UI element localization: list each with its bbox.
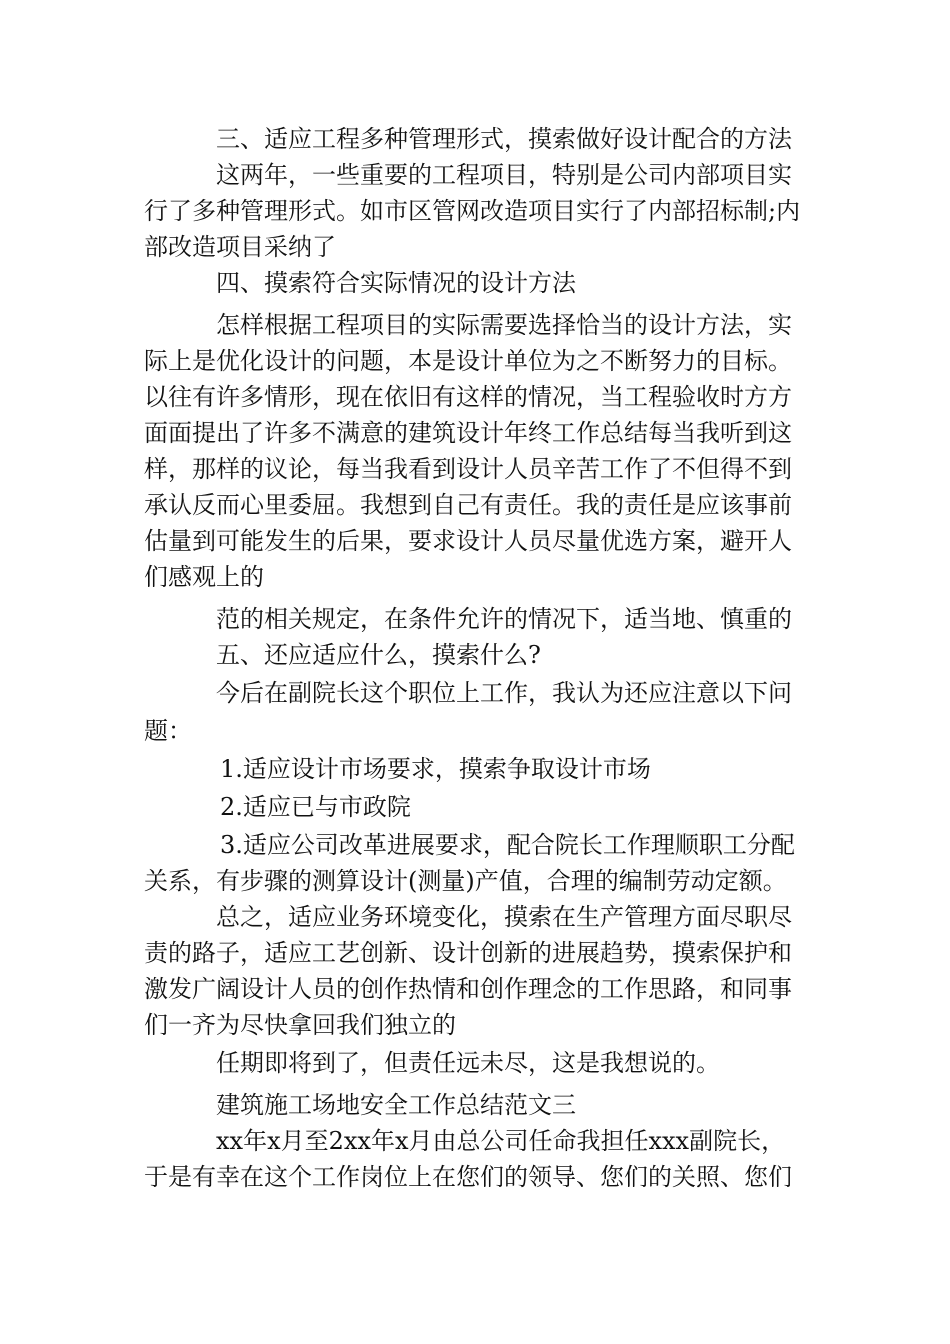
paragraph-line: 这两年，一些重要的工程项目，特别是公司内部项目实 [216,161,792,189]
heading-article-title: 建筑施工场地安全工作总结范文三 [216,1091,576,1119]
paragraph-line: 部改造项目采纳了 [144,233,336,261]
paragraph-line: 责的路子，适应工艺创新、设计创新的进展趋势，摸索保护和 [144,939,792,967]
paragraph-line: 们感观上的 [144,563,264,591]
paragraph-line: 估量到可能发生的后果，要求设计人员尽量优选方案，避开人 [144,527,792,555]
paragraph-line: 激发广阔设计人员的创作热情和创作理念的工作思路，和同事 [144,975,792,1003]
paragraph-line: 行了多种管理形式。如市区管网改造项目实行了内部招标制;内 [144,197,801,225]
paragraph-line: 今后在副院长这个职位上工作，我认为还应注意以下问 [216,679,792,707]
paragraph-line: xx年x月至2xx年x月由总公司任命我担任xxx副院长， [216,1127,786,1155]
paragraph-line: 怎样根据工程项目的实际需要选择恰当的设计方法，实 [216,311,792,339]
paragraph-line: 任期即将到了，但责任远未尽，这是我想说的。 [216,1049,720,1077]
heading-section-3: 三、适应工程多种管理形式，摸索做好设计配合的方法 [216,125,792,153]
list-item: 3.适应公司改革进展要求，配合院长工作理顺职工分配 [220,831,795,859]
paragraph-line: 们一齐为尽快拿回我们独立的 [144,1011,456,1039]
list-item: 1.适应设计市场要求，摸索争取设计市场 [220,755,651,783]
heading-section-4: 四、摸索符合实际情况的设计方法 [216,269,576,297]
paragraph-line: 关系，有步骤的测算设计(测量)产值，合理的编制劳动定额。 [144,867,787,895]
list-item: 2.适应已与市政院 [220,793,411,821]
paragraph-line: 际上是优化设计的问题，本是设计单位为之不断努力的目标。 [144,347,792,375]
paragraph-line: 于是有幸在这个工作岗位上在您们的领导、您们的关照、您们 [144,1163,792,1191]
paragraph-line: 范的相关规定，在条件允许的情况下，适当地、慎重的 [216,605,792,633]
paragraph-line: 以往有许多情形，现在依旧有这样的情况，当工程验收时方方 [144,383,792,411]
heading-section-5: 五、还应适应什么，摸索什么? [216,641,541,669]
paragraph-line: 总之，适应业务环境变化，摸索在生产管理方面尽职尽 [216,903,792,931]
paragraph-line: 承认反而心里委屈。我想到自己有责任。我的责任是应该事前 [144,491,792,519]
paragraph-line: 面面提出了许多不满意的建筑设计年终工作总结每当我听到这 [144,419,792,447]
paragraph-line: 样，那样的议论，每当我看到设计人员辛苦工作了不但得不到 [144,455,792,483]
paragraph-line: 题： [144,717,192,745]
